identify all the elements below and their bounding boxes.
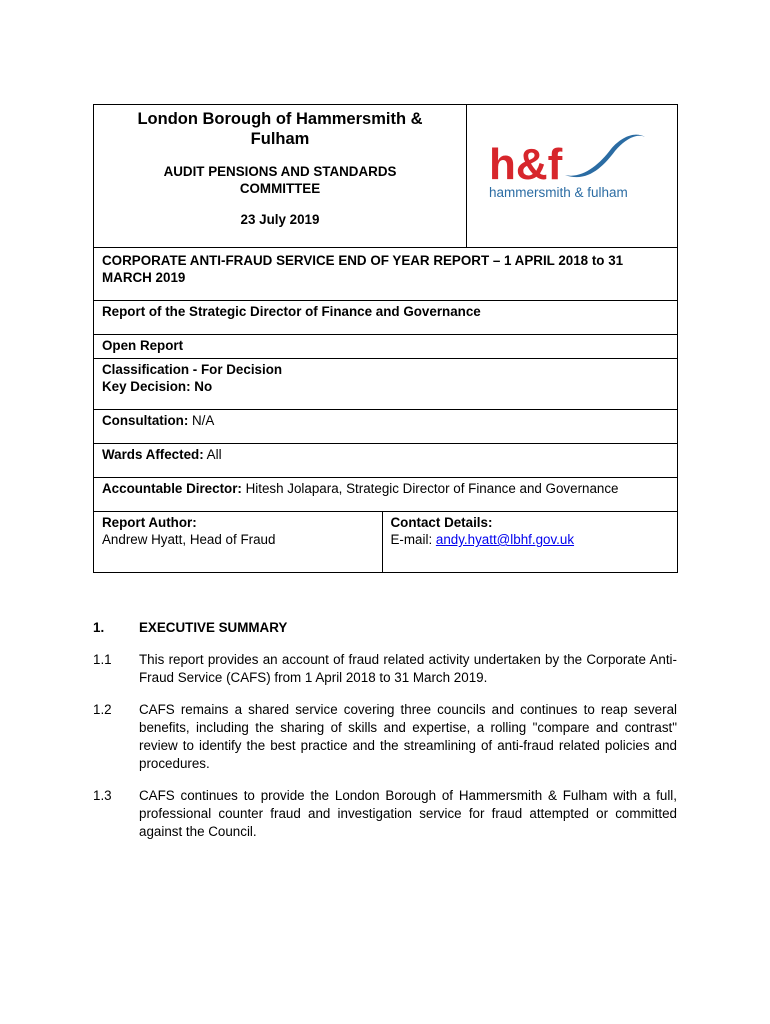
contact-prefix: E-mail: xyxy=(390,532,436,547)
accountable-director xyxy=(94,478,678,512)
council-name xyxy=(102,109,458,149)
logo-subtext: hammersmith & fulham xyxy=(489,185,628,200)
author-label: Report Author: xyxy=(102,515,197,530)
paragraph-number: 1.3 xyxy=(93,788,112,803)
paragraph-number: 1.2 xyxy=(93,702,112,717)
summary-heading-num: 1. xyxy=(93,620,105,635)
wards-affected xyxy=(94,444,678,478)
paragraph-1-3 xyxy=(93,787,677,841)
paragraph-number: 1.1 xyxy=(93,652,112,667)
director-value: Hitesh Jolapara, Strategic Director of Finance and Governance xyxy=(241,481,619,496)
consultation-value: N/A xyxy=(188,413,215,428)
contact-details-cell xyxy=(382,512,677,572)
report-author-cell xyxy=(94,512,382,572)
report-cover-table xyxy=(93,104,678,573)
paragraph-text: CAFS remains a shared service covering three councils and continues to reap several benefits, including the sharing of skills and expertise, a rolling "compare and contrast" review to identify the best practice and the streamlining of anti-fraud related policies and procedures. xyxy=(139,702,677,771)
key-decision-text: Key Decision: No xyxy=(102,379,213,394)
wards-label: Wards Affected: xyxy=(102,447,204,462)
summary-heading xyxy=(93,619,677,637)
classification xyxy=(94,359,678,410)
logo-mark: h&f xyxy=(489,140,563,189)
author-value: Andrew Hyatt, Head of Fraud xyxy=(102,532,276,547)
hf-logo xyxy=(487,117,667,217)
director-label: Accountable Director: xyxy=(102,481,242,496)
council-name-line2: Fulham xyxy=(250,130,310,148)
contact-label: Contact Details: xyxy=(390,515,493,530)
logo-swoosh xyxy=(565,135,645,177)
open-report: Open Report xyxy=(94,335,678,359)
meeting-date: 23 July 2019 xyxy=(240,212,320,227)
report-title: CORPORATE ANTI-FRAUD SERVICE END OF YEAR REPORT – 1 APRIL 2018 to 31 MARCH 2019 xyxy=(94,248,678,301)
author-contact-row xyxy=(94,512,678,573)
report-of: Report of the Strategic Director of Finance and Governance xyxy=(94,301,678,335)
paragraph-text: CAFS continues to provide the London Borough of Hammersmith & Fulham with a full, professional counter fraud and investigation service for fraud attempted or committed against the Council. xyxy=(139,788,677,839)
committee-name xyxy=(102,163,458,197)
paragraph-1-2 xyxy=(93,701,677,773)
consultation xyxy=(94,410,678,444)
contact-email-link[interactable]: andy.hyatt@lbhf.gov.uk xyxy=(435,532,575,547)
classification-text: Classification - For Decision xyxy=(102,362,283,377)
logo-cell xyxy=(467,105,678,248)
summary-heading-text: EXECUTIVE SUMMARY xyxy=(139,620,288,635)
paragraph-text: This report provides an account of fraud related activity undertaken by the Corporate Anti-Fraud Service (CAFS) from 1 April 2018 to 31 March 2019. xyxy=(139,652,677,685)
paragraph-1-1 xyxy=(93,651,677,687)
consultation-label: Consultation: xyxy=(102,413,189,428)
council-name-line1: London Borough of Hammersmith & xyxy=(137,110,423,128)
wards-value: All xyxy=(203,447,222,462)
header-cell xyxy=(94,105,467,248)
committee-line2: COMMITTEE xyxy=(239,181,321,196)
committee-line1: AUDIT PENSIONS AND STANDARDS xyxy=(163,164,397,179)
